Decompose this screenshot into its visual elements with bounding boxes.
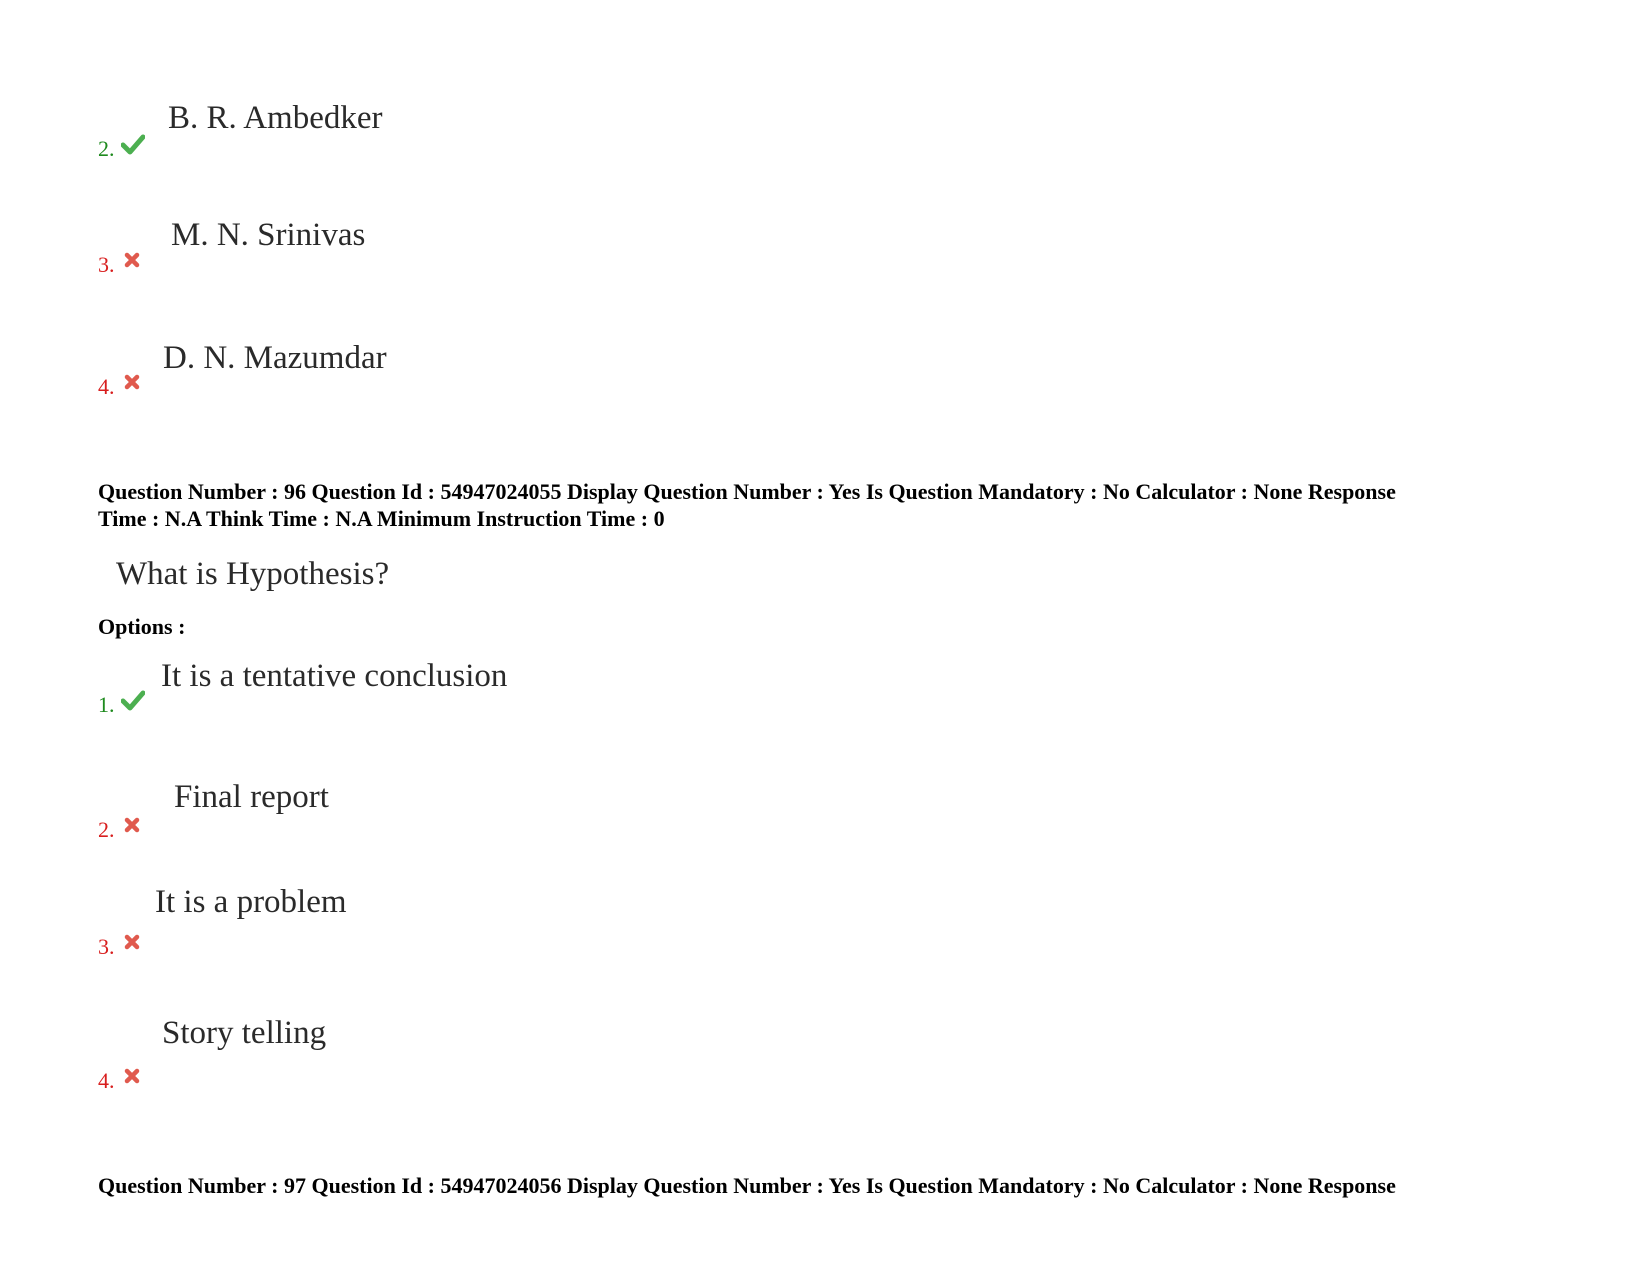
option-number: 3.: [98, 934, 115, 959]
checkmark-icon: [121, 133, 145, 155]
question-meta-line-2: Time : N.A Think Time : N.A Minimum Instruction Time : 0: [98, 506, 665, 531]
cross-icon: [124, 374, 140, 390]
option-text: It is a problem: [155, 884, 347, 920]
question-meta-line-1: Question Number : 96 Question Id : 54947024055 Display Question Number : Yes Is Question Mandatory : No Calculator : None Response: [98, 479, 1396, 504]
question-text: What is Hypothesis?: [116, 556, 390, 592]
option-number: 1.: [98, 692, 115, 717]
options-label: Options :: [98, 614, 186, 639]
cross-icon: [124, 252, 140, 268]
cross-icon: [124, 934, 140, 950]
option-number: 3.: [98, 252, 115, 277]
question-meta: [98, 478, 1578, 532]
cross-icon: [124, 1068, 140, 1084]
option-number: 2.: [98, 817, 115, 842]
option-text: M. N. Srinivas: [171, 217, 366, 253]
checkmark-icon: [121, 689, 145, 711]
option-number: 4.: [98, 1068, 115, 1093]
option-text: Story telling: [162, 1015, 327, 1051]
question-meta: [98, 1172, 1578, 1199]
option-text: D. N. Mazumdar: [163, 340, 387, 376]
question-meta-line-1: Question Number : 97 Question Id : 54947024056 Display Question Number : Yes Is Question Mandatory : No Calculator : None Response: [98, 1173, 1396, 1198]
option-number: 2.: [98, 136, 115, 161]
option-text: B. R. Ambedker: [168, 100, 383, 136]
option-text: Final report: [174, 779, 329, 815]
option-text: It is a tentative conclusion: [161, 658, 508, 694]
option-number: 4.: [98, 374, 115, 399]
cross-icon: [124, 817, 140, 833]
